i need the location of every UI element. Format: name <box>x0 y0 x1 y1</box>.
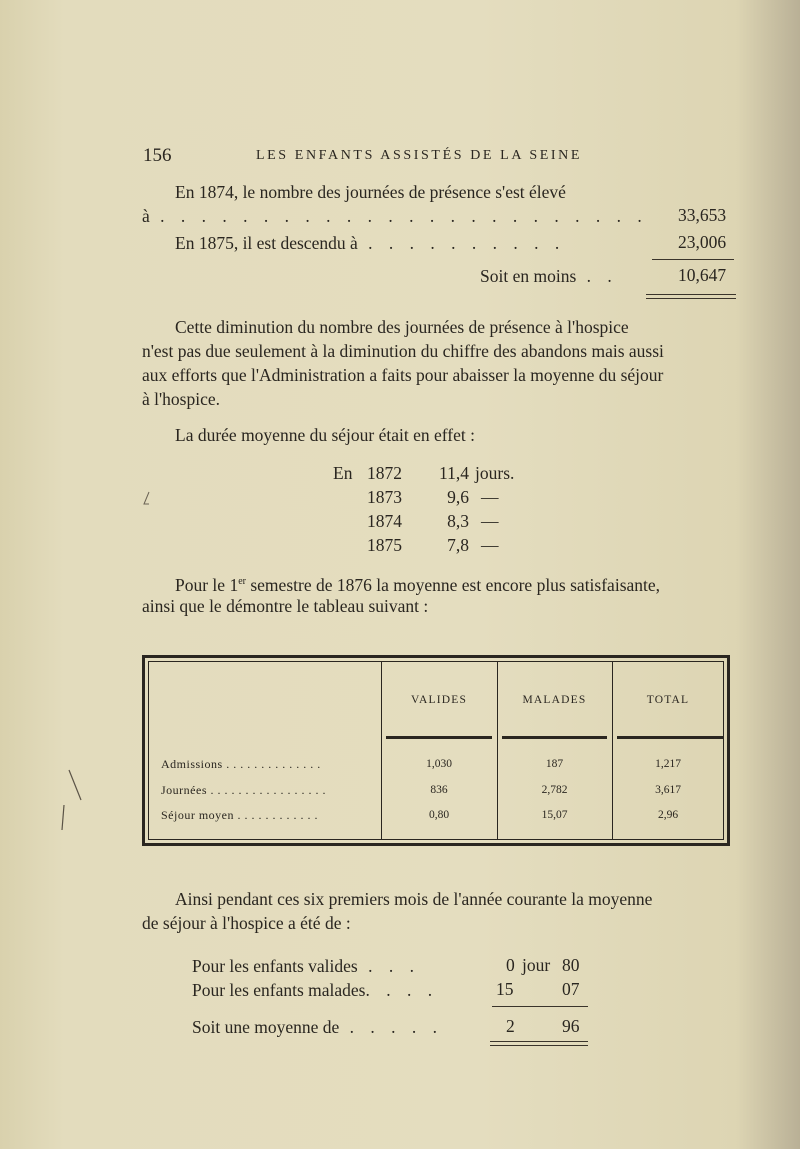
journees-line2: En 1875, il est descendu à . . . . . . . . . . <box>175 233 566 253</box>
cell: 15,07 <box>541 809 568 821</box>
jour-word: jour <box>522 955 551 975</box>
row-label-sejour: Séjour moyen . . . . . . . . . . . . <box>161 808 318 822</box>
pencil-tick-mark <box>140 490 154 510</box>
journees-line1-end: à . . . . . . . . . . . . . . . . . . . . . . . . <box>142 206 648 226</box>
moyenne-malades-label: Pour les enfants malades. . . . <box>192 980 439 1000</box>
cell: 836 <box>430 784 448 796</box>
para1-line2: n'est pas due seulement à la diminution du chiffre des abandons mais aussi <box>142 341 664 361</box>
diff-value: 10,647 <box>678 265 727 285</box>
semester-table <box>142 655 730 846</box>
duree-row: 1874 8,3 — <box>367 510 499 531</box>
moyenne-total-label: Soit une moyenne de . . . . . <box>192 1017 444 1037</box>
cell: 3,617 <box>655 784 681 796</box>
para1-line3: aux efforts que l'Administration a faits pour abaisser la moyenne du séjour <box>142 365 664 385</box>
duree-row: 1875 7,8 — <box>367 534 499 555</box>
header-malades: MALADES <box>522 694 587 706</box>
moyenne-double-rule-top <box>490 1041 588 1042</box>
diff-label: Soit en moins . . <box>480 266 618 286</box>
journees-line1: En 1874, le nombre des journées de présence s'est élevé <box>175 182 566 202</box>
moyenne-valides-label: Pour les enfants valides . . . <box>192 956 420 976</box>
para2-line1: Pour le 1er semestre de 1876 la moyenne est encore plus satisfaisante, <box>175 574 661 595</box>
double-rule-bottom <box>646 298 736 299</box>
cell: 2,782 <box>541 784 568 796</box>
moyenne-malades-frac: 07 <box>562 979 580 999</box>
header-underline <box>502 736 607 739</box>
moyenne-malades-days: 15 <box>496 979 514 999</box>
moyenne-total-days: 2 <box>506 1016 515 1036</box>
row-label-admissions: Admissions . . . . . . . . . . . . . . <box>161 757 321 771</box>
moyenne-total-frac: 96 <box>562 1016 580 1036</box>
value-1875: 23,006 <box>678 232 727 252</box>
header-total: TOTAL <box>646 694 690 706</box>
header-underline <box>617 736 724 739</box>
semester-table-inner <box>148 661 724 840</box>
page-number: 156 <box>143 145 172 166</box>
pencil-margin-mark <box>55 760 95 835</box>
para2-line2: ainsi que le démontre le tableau suivant : <box>142 596 429 616</box>
header-valides: VALIDES <box>410 694 468 706</box>
moyenne-valides-days: 0 <box>506 955 515 975</box>
cell: 1,217 <box>655 758 681 770</box>
value-1874: 33,653 <box>678 205 727 225</box>
row-label-journees: Journées . . . . . . . . . . . . . . . . . <box>161 783 326 797</box>
para3-line1: Ainsi pendant ces six premiers mois de l'année courante la moyenne <box>175 889 653 909</box>
sum-rule <box>652 259 734 260</box>
cell: 1,030 <box>426 758 452 770</box>
moyenne-sum-rule <box>492 1006 588 1007</box>
moyenne-valides-frac: 80 <box>562 955 580 975</box>
header-underline <box>386 736 492 739</box>
cell: 0,80 <box>428 809 450 821</box>
duree-row: En 1872 11,4 jours. <box>333 462 515 483</box>
cell: 2,96 <box>657 809 679 821</box>
double-rule-top <box>646 294 736 295</box>
moyenne-double-rule-bottom <box>490 1045 588 1046</box>
duree-table <box>333 461 520 557</box>
running-title: LES ENFANTS ASSISTÉS DE LA SEINE <box>256 148 583 163</box>
duree-row: 1873 9,6 — <box>367 486 499 507</box>
cell: 187 <box>545 758 564 770</box>
para1-line1: Cette diminution du nombre des journées de présence à l'hospice <box>175 317 629 337</box>
para1-line4: à l'hospice. <box>142 389 220 409</box>
duree-intro: La durée moyenne du séjour était en effet : <box>175 425 475 445</box>
para3-line2: de séjour à l'hospice a été de : <box>142 913 351 933</box>
